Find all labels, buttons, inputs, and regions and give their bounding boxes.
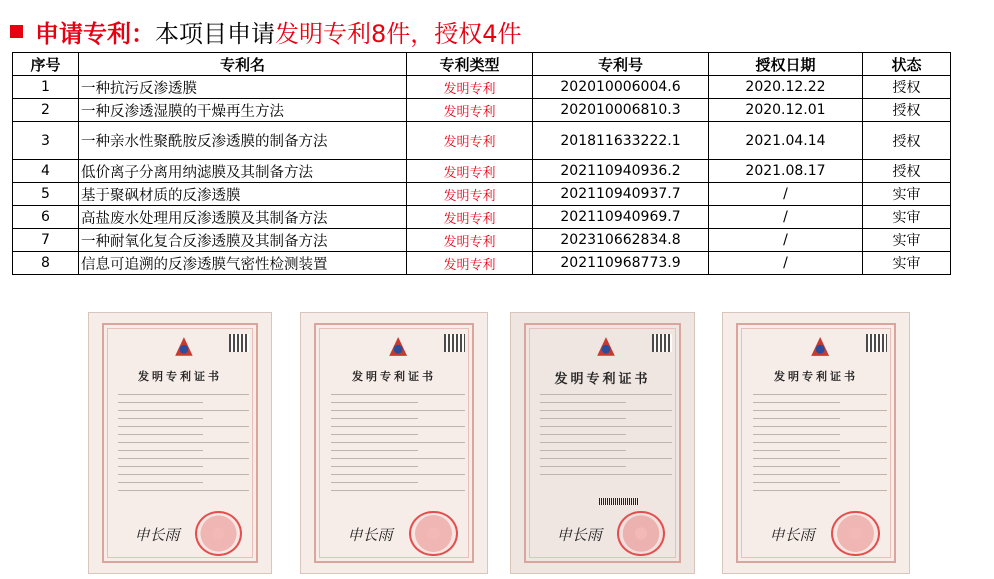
official-seal-icon bbox=[195, 511, 243, 557]
official-seal-icon bbox=[409, 511, 458, 557]
cell-status: 授权 bbox=[863, 99, 951, 122]
patent-emblem-icon bbox=[809, 334, 831, 360]
cell-status: 实审 bbox=[863, 183, 951, 206]
header-no: 序号 bbox=[13, 53, 79, 76]
table-row bbox=[13, 229, 951, 252]
cell-status: 授权 bbox=[863, 122, 951, 160]
cell-type: 发明专利 bbox=[407, 252, 533, 275]
cell-number: 202110940936.2 bbox=[533, 160, 709, 183]
section-heading bbox=[10, 14, 522, 48]
table-row bbox=[13, 183, 951, 206]
cell-number: 202010006810.3 bbox=[533, 99, 709, 122]
header-status: 状态 bbox=[863, 53, 951, 76]
table-row bbox=[13, 160, 951, 183]
cell-number: 202110940937.7 bbox=[533, 183, 709, 206]
cell-date: 2020.12.22 bbox=[709, 76, 863, 99]
cell-status: 实审 bbox=[863, 229, 951, 252]
cell-date: / bbox=[709, 229, 863, 252]
table-header-row bbox=[13, 53, 951, 76]
cell-no: 3 bbox=[13, 122, 79, 160]
patent-emblem-icon bbox=[173, 334, 195, 360]
table-row bbox=[13, 122, 951, 160]
cell-number: 202010006004.6 bbox=[533, 76, 709, 99]
cell-type: 发明专利 bbox=[407, 99, 533, 122]
cell-status: 授权 bbox=[863, 76, 951, 99]
signature-icon: 申长雨 bbox=[347, 525, 393, 544]
cell-name: 信息可追溯的反渗透膜气密性检测装置 bbox=[79, 252, 407, 275]
patent-table bbox=[12, 52, 951, 275]
cell-number: 202110968773.9 bbox=[533, 252, 709, 275]
cell-status: 实审 bbox=[863, 252, 951, 275]
cell-name: 一种反渗透湿膜的干燥再生方法 bbox=[79, 99, 407, 122]
signature-icon: 申长雨 bbox=[134, 525, 180, 544]
cell-date: / bbox=[709, 206, 863, 229]
signature-icon: 申长雨 bbox=[556, 525, 602, 544]
official-seal-icon bbox=[617, 511, 665, 557]
qr-code-icon bbox=[229, 334, 249, 352]
barcode-icon bbox=[599, 498, 639, 506]
patent-certificate-image bbox=[510, 312, 695, 574]
official-seal-icon bbox=[831, 511, 880, 557]
cell-name: 高盐废水处理用反渗透膜及其制备方法 bbox=[79, 206, 407, 229]
cell-name: 一种抗污反渗透膜 bbox=[79, 76, 407, 99]
heading-text-prefix: 本项目申请 bbox=[155, 19, 275, 48]
cell-type: 发明专利 bbox=[407, 160, 533, 183]
cell-number: 202110940969.7 bbox=[533, 206, 709, 229]
heading-label: 申请专利： bbox=[35, 19, 155, 48]
heading-text-highlight: 发明专利8件，授权4件 bbox=[275, 19, 522, 48]
header-number: 专利号 bbox=[533, 53, 709, 76]
qr-code-icon bbox=[444, 334, 464, 352]
cell-name: 一种耐氧化复合反渗透膜及其制备方法 bbox=[79, 229, 407, 252]
header-date: 授权日期 bbox=[709, 53, 863, 76]
certificate-title: 发明专利证书 bbox=[138, 369, 222, 383]
table-row bbox=[13, 206, 951, 229]
certificate-title: 发明专利证书 bbox=[774, 369, 858, 383]
cell-type: 发明专利 bbox=[407, 76, 533, 99]
cell-name: 低价离子分离用纳滤膜及其制备方法 bbox=[79, 160, 407, 183]
cell-no: 2 bbox=[13, 99, 79, 122]
header-type: 专利类型 bbox=[407, 53, 533, 76]
cell-name: 一种亲水性聚酰胺反渗透膜的制备方法 bbox=[79, 122, 407, 160]
cell-no: 8 bbox=[13, 252, 79, 275]
cell-no: 1 bbox=[13, 76, 79, 99]
patent-certificate-image bbox=[300, 312, 488, 574]
cell-type: 发明专利 bbox=[407, 183, 533, 206]
patent-emblem-icon bbox=[595, 334, 617, 360]
cell-type: 发明专利 bbox=[407, 122, 533, 160]
cell-no: 6 bbox=[13, 206, 79, 229]
table-row bbox=[13, 76, 951, 99]
cell-date: / bbox=[709, 183, 863, 206]
certificate-title: 发明专利证书 bbox=[352, 369, 436, 383]
cell-type: 发明专利 bbox=[407, 229, 533, 252]
cell-date: 2020.12.01 bbox=[709, 99, 863, 122]
qr-code-icon bbox=[652, 334, 672, 352]
certificate-title: 发明专利证书 bbox=[554, 371, 651, 387]
cell-no: 4 bbox=[13, 160, 79, 183]
cell-date: 2021.08.17 bbox=[709, 160, 863, 183]
patent-certificate-image bbox=[88, 312, 272, 574]
table-row bbox=[13, 252, 951, 275]
square-bullet-icon bbox=[10, 25, 23, 38]
qr-code-icon bbox=[866, 334, 886, 352]
cell-date: 2021.04.14 bbox=[709, 122, 863, 160]
cell-status: 实审 bbox=[863, 206, 951, 229]
cell-status: 授权 bbox=[863, 160, 951, 183]
cell-name: 基于聚砜材质的反渗透膜 bbox=[79, 183, 407, 206]
patent-emblem-icon bbox=[387, 334, 409, 360]
table-row bbox=[13, 99, 951, 122]
cell-type: 发明专利 bbox=[407, 206, 533, 229]
cell-no: 7 bbox=[13, 229, 79, 252]
cell-number: 201811633222.1 bbox=[533, 122, 709, 160]
patent-certificate-image bbox=[722, 312, 910, 574]
header-name: 专利名 bbox=[79, 53, 407, 76]
cell-number: 202310662834.8 bbox=[533, 229, 709, 252]
cell-date: / bbox=[709, 252, 863, 275]
cell-no: 5 bbox=[13, 183, 79, 206]
signature-icon: 申长雨 bbox=[769, 525, 815, 544]
